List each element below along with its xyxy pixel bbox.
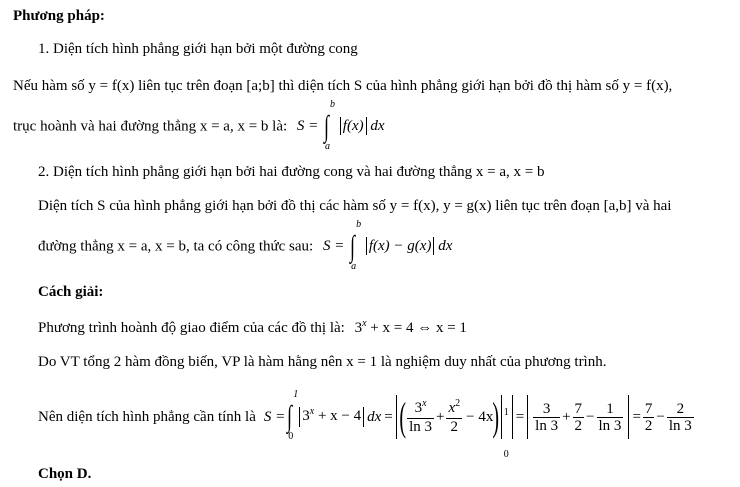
frac-3-ln3: $\frac{3}{\ln 3}$ [535,400,559,434]
frac-7-2-final: $\frac{7}{2}$ [644,400,653,434]
para1-line2-text: trục hoành và hai đường thẳng x = a, x = b là: [13,118,288,135]
sol-equation: $3^x + x = 4$ ⇔ x = 1 [354,318,467,336]
sol-line1-text: Phương trình hoành độ giao điểm của các đồ thị là: [38,320,345,336]
frac-x2-2: $\frac{x^2}{2}$ [448,397,461,435]
heading-method: Phương pháp: [13,8,105,24]
item-1: 1. Diện tích hình phẳng giới hạn bởi một đường cong [38,41,358,57]
para1-line2 [13,99,385,152]
formula-2-integral-sign: ∫ b a [350,219,362,272]
area-formula: S = ∫ 1 0 $3^x + x - 4$ dx = ( $\frac{3^x}{\ln 3}$ + $\frac{x^2}{2}$ − 4x ) 1 0 = $\frac{3}{\ln 3}$ + $\frac{7}{2}$ − $\frac{1}{\ln 3}$ = $\frac{7}{2}$ − $\frac{2}{\ln 3}$ [263,389,692,460]
sol-line3-text: Nên diện tích hình phẳng cần tính là [38,409,256,425]
para1-line1: Nếu hàm số y = f(x) liên tục trên đoạn [a;b] thì diện tích S của hình phẳng giới hạn bởi đồ thị hàm số y = f(x), [13,78,673,94]
formula-2 [322,219,453,272]
para2-line2-text: đường thẳng x = a, x = b, ta có công thức sau: [38,238,314,255]
area-integrand: $3^x + x - 4$ [299,407,364,427]
sol-line3 [38,389,696,460]
frac-7-2: $\frac{7}{2}$ [574,400,583,434]
para2-line2 [38,219,453,272]
heading-solution: Cách giải: [38,284,104,300]
formula-2-dx: dx [438,238,453,255]
formula-2-integrand: f(x) − g(x) [366,237,435,255]
frac-3x-ln3: $\frac{3^x}{\ln 3}$ [409,397,432,435]
area-abs-close [512,395,513,439]
answer: Chọn D. [38,466,92,482]
sol-line2: Do VT tổng 2 hàm đồng biến, VP là hàm hằng nên x = 1 là nghiệm duy nhất của phương trình. [38,354,607,370]
formula-1-dx: dx [370,118,385,135]
evaluation-bar: 1 0 [499,395,509,439]
frac-1-ln3: $\frac{1}{\ln 3}$ [598,400,622,434]
formula-1-integral-sign: ∫ b a [324,99,336,152]
area-abs-open [396,395,397,439]
sol-line1 [38,318,467,340]
formula-1 [296,99,385,152]
frac-2-ln3-final: $\frac{2}{\ln 3}$ [668,400,692,434]
para2-line1: Diện tích S của hình phẳng giới hạn bởi đồ thị các hàm số y = f(x), y = g(x) liên tục trên đoạn [a,b] và hai [38,198,672,214]
formula-1-integrand: f(x) [340,117,367,135]
item-2: 2. Diện tích hình phẳng giới hạn bởi hai đường cong và hai đường thẳng x = a, x = b [38,164,545,180]
formula-2-lhs: S = [322,238,345,255]
area-integral-sign: ∫ 1 0 [287,389,299,442]
formula-1-lhs: S = [296,118,319,135]
